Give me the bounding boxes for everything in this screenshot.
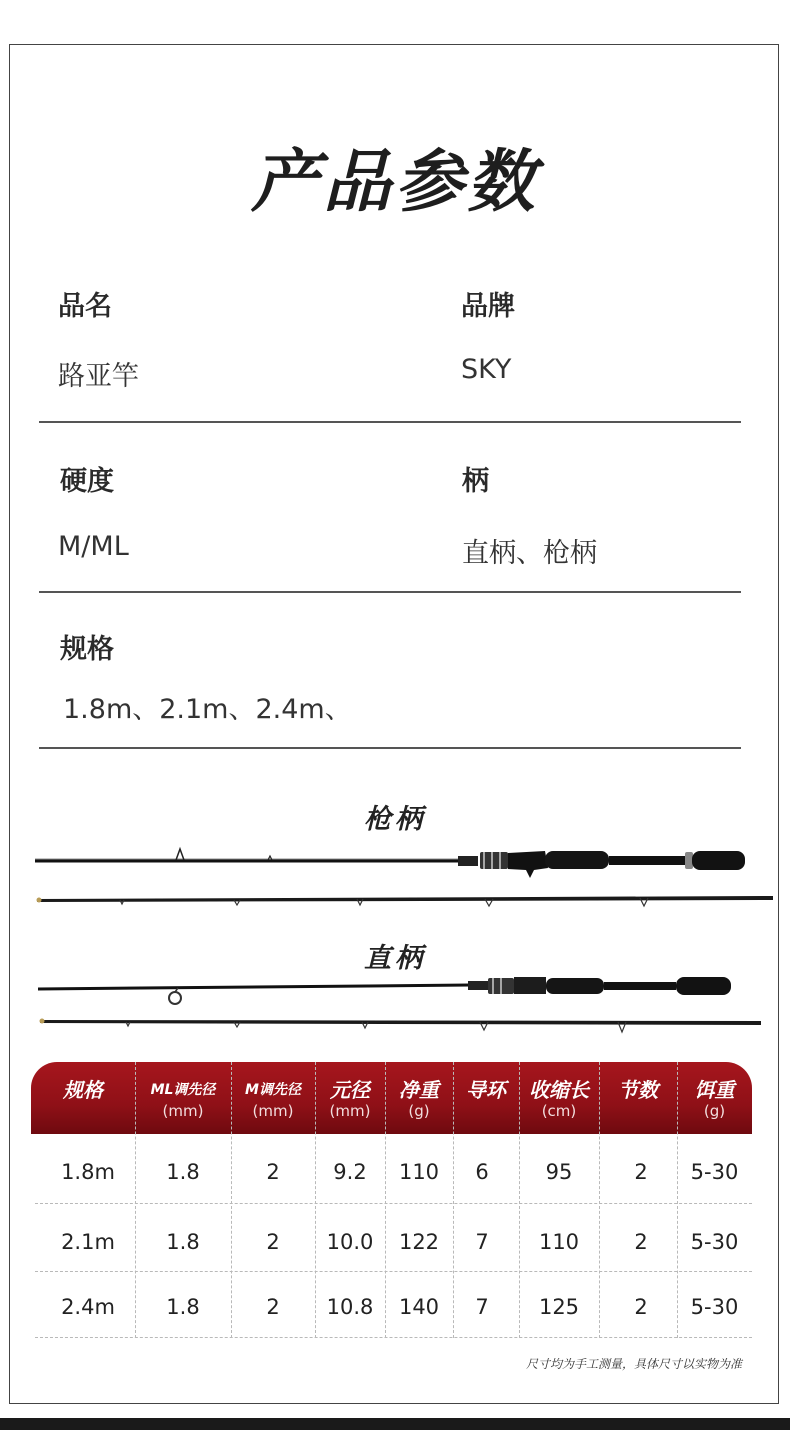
table-cell: 1.8 — [166, 1295, 200, 1319]
table-cell: 2.1m — [61, 1230, 115, 1254]
table-header-cell: M调先径 (mm) — [245, 1082, 301, 1120]
hardness-value: M/ML — [58, 531, 129, 562]
table-cell: 6 — [475, 1160, 489, 1184]
table-cell: 125 — [538, 1295, 580, 1319]
table-header-cell: ML调先径 (mm) — [150, 1082, 216, 1120]
table-cell: 2 — [634, 1295, 648, 1319]
handle-label: 柄 — [462, 466, 489, 497]
spinning-caption: 直柄 — [364, 943, 426, 974]
table-cell: 2 — [266, 1160, 280, 1184]
spinning-rod-butt-image — [38, 977, 731, 1004]
row-separator — [35, 1203, 752, 1204]
brand-label: 品牌 — [461, 291, 515, 322]
spinning-rod-tip-image — [40, 1019, 762, 1033]
table-cell: 110 — [538, 1230, 580, 1254]
table-cell: 2 — [266, 1295, 280, 1319]
table-cell: 1.8m — [61, 1160, 115, 1184]
table-cell: 1.8 — [166, 1160, 200, 1184]
table-header-cell: 规格 — [63, 1078, 103, 1102]
table-cell: 2 — [634, 1230, 648, 1254]
table-cell: 5-30 — [690, 1230, 739, 1254]
casting-rod-butt-image — [35, 849, 745, 878]
table-cell: 5-30 — [690, 1295, 739, 1319]
table-header-cell: 元径 (mm) — [329, 1078, 371, 1120]
table-cell: 7 — [475, 1230, 489, 1254]
handle-value: 直柄、枪柄 — [462, 538, 597, 569]
table-header-cell: 导环 — [466, 1078, 506, 1102]
table-cell: 95 — [545, 1160, 573, 1184]
table-cell: 2 — [634, 1160, 648, 1184]
table-cell: 1.8 — [166, 1230, 200, 1254]
table-header-cell: 饵重 (g) — [694, 1078, 735, 1120]
table-header-cell: 节数 — [618, 1078, 658, 1102]
measurement-note: 尺寸均为手工测量，具体尺寸以实物为准 — [525, 1357, 742, 1371]
hardness-label: 硬度 — [60, 466, 114, 497]
name-value: 路亚竿 — [58, 361, 139, 392]
table-cell: 5-30 — [690, 1160, 739, 1184]
table-cell: 110 — [398, 1160, 440, 1184]
table-cell: 7 — [475, 1295, 489, 1319]
table-cell: 9.2 — [333, 1160, 367, 1184]
page-title: 产品参数 — [250, 143, 539, 222]
name-label: 品名 — [58, 291, 112, 322]
table-header-cell: 净重 (g) — [399, 1078, 439, 1120]
table-cell: 10.8 — [326, 1295, 374, 1319]
brand-value: SKY — [461, 354, 512, 385]
row-separator — [35, 1271, 752, 1272]
size-value: 1.8m、2.1m、2.4m、 — [63, 694, 352, 725]
bottom-border-strip — [0, 1418, 790, 1430]
row-separator — [35, 1337, 752, 1338]
size-label: 规格 — [60, 634, 114, 665]
table-cell: 10.0 — [326, 1230, 374, 1254]
table-cell: 122 — [398, 1230, 440, 1254]
table-header-cell: 收缩长 (cm) — [529, 1078, 589, 1120]
table-cell: 140 — [398, 1295, 440, 1319]
table-cell: 2 — [266, 1230, 280, 1254]
casting-caption: 枪柄 — [364, 804, 426, 835]
casting-rod-tip-image — [37, 896, 774, 906]
table-cell: 2.4m — [61, 1295, 115, 1319]
